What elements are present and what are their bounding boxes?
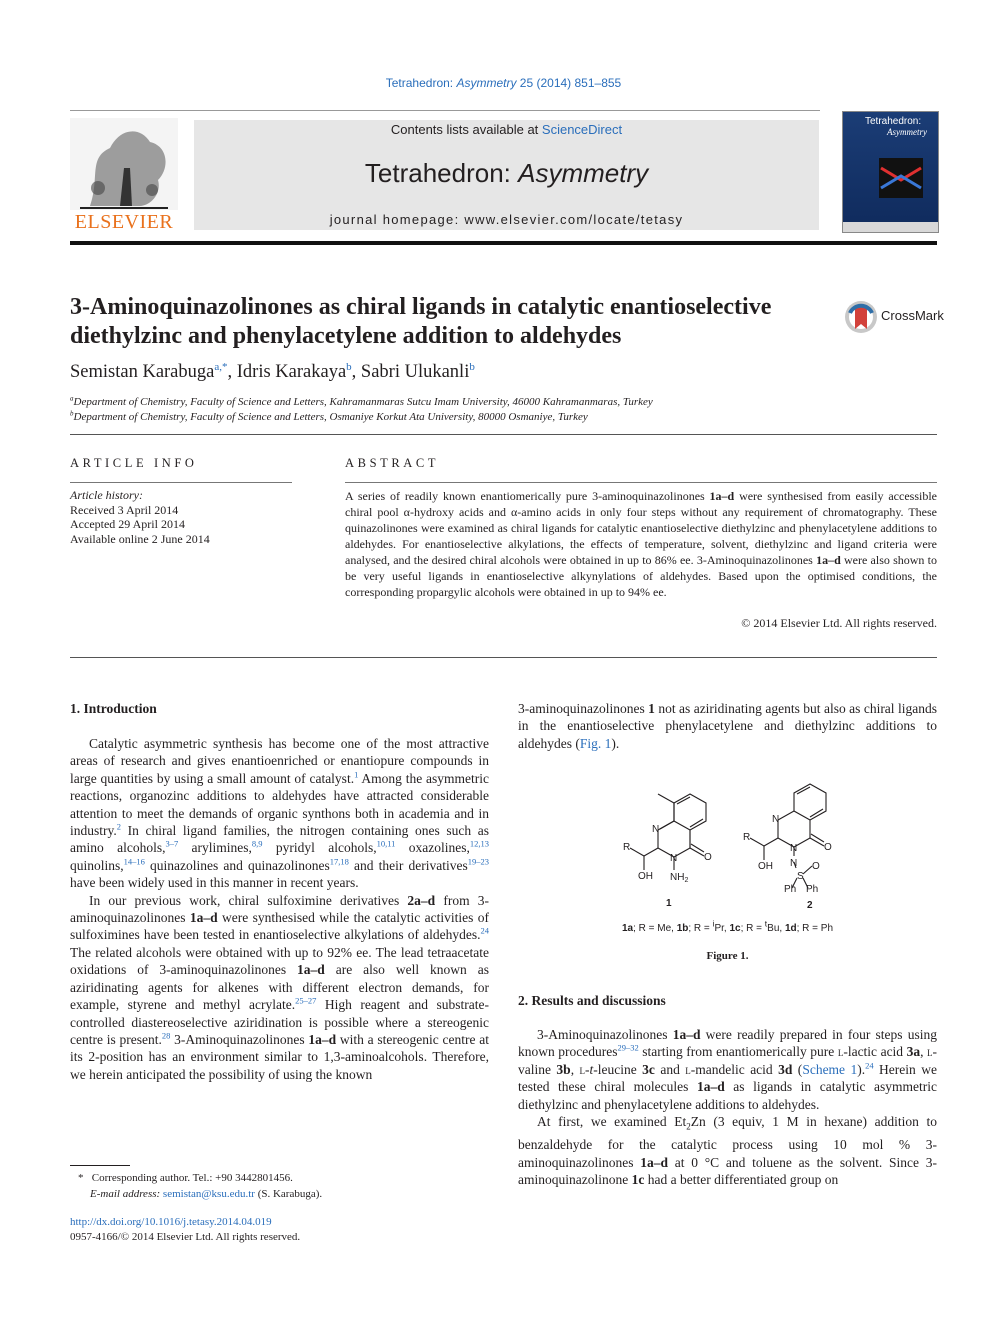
structure1-O-label: O [704,852,712,863]
abstract-copyright: © 2014 Elsevier Ltd. All rights reserved. [741,616,937,630]
section-heading-introduction: 1. Introduction [70,701,157,716]
online-date: Available online 2 June 2014 [70,531,210,546]
intro-paragraph-1: Catalytic asymmetric synthesis has become one of the most attractive areas of research and gives enantioenriched or enantiopure compounds in large quantities by using a small amount of catalyst.$^1$ Among the asymmetric reactions, organozinc additions to aldehydes have attracted considerable attention to meet the demands of organic synthons both in academia and in industry.$^2$ In chiral ligand families, the nitrogen containing ones such as amino alcohols,$^{3-7}$ arylimines,$^{8,9}$ pyridyl alcohols,$^{10,11}$ oxazolines,$^{12,13}$ quinolins,$^{14-16}$ quinazolines and quinazolinones$^{17,18}$ and their derivatives$^{19-23}$ have been widely used in this manner in recent years. [70,736,489,891]
author-list: Semistan Karabuga$^{a,*}$, Idris Karakaya$^b$, Sabri Ulukanli$^b$ [70,360,475,382]
results-text [518,1026,937,1188]
contents-availability [194,122,819,137]
crossmark-icon [843,299,879,335]
abstract-bottom-rule [70,657,937,658]
affiliation-mark: b [70,409,74,418]
results-paragraph-1: 3-Aminoquinazolinones 1a–d were readily prepared in four steps using known procedures$^{29-32}$ starting from enantiomerically pure l-lactic acid 3a, l-valine 3b, l-t-leucine 3c and l-mandelic acid 3d (Scheme 1).$^{24}$ Herein we tested these chiral molecules 1a–d as ligands in catalytic asymmetric diethylzinc and phenylacetylene additions to aldehydes. [518,1027,937,1112]
sciencedirect-link[interactable]: ScienceDirect [541,122,623,137]
structure2-R-label: R [743,832,751,843]
citation-volume-pages: 25 (2014) 851–855 [516,76,622,90]
abstract-rule [345,482,937,483]
crossmark-label: CrossMark [881,308,944,323]
article-info-rule [70,482,292,483]
figure-caption-title: Figure 1. [706,950,749,962]
doi-block [70,1215,300,1245]
author-email-link[interactable]: semistan@ksu.edu.tr [162,1188,255,1200]
issn-copyright: 0957-4166/© 2014 Elsevier Ltd. All rights reserved. [70,1231,301,1243]
elsevier-logo [70,118,178,232]
contents-prefix: Contents lists available at [390,122,542,137]
structure1-N-label: N [652,824,660,835]
journal-homepage[interactable]: journal homepage: www.elsevier.com/locate/tetasy [329,212,684,227]
crossmark-badge[interactable] [843,299,943,335]
header-divider [70,110,820,111]
cover-subtitle: Asymmetry [887,127,927,137]
intro-paragraph-2: In our previous work, chiral sulfoximine derivatives 2a–d from 3-aminoquinazolinones 1a–d were synthesised while the catalytic activities of sulfoximines have been tested in enantioselective alkylations of aldehydes.$^{24}$ The related alcohols were obtained with up to 92% ee. The lead tetraacetate oxidations of 3-aminoquinazolinones 1a–d are also well known as aziridinating agents for alkenes with different electron demands, for example, styrene and methyl acrylate.$^{25-27}$ High reagent and substrate-controlled diastereoselective aziridination is possible where a stereogenic centre is present.$^{28}$ 3-Aminoquinazolinones 1a–d with a stereogenic centre at its 2-position has an environment similar to 1,3-aminoalcohols. Therefore, we herein anticipated the possibility of using the known [70,892,490,1082]
title-line-2: diethylzinc and phenylacetylene addition to aldehydes [70,323,622,349]
journal-citation[interactable] [0,76,992,90]
footnote-star: * [78,1172,84,1184]
journal-name-main: Tetrahedron: [364,158,519,188]
publisher-name: ELSEVIER [74,211,174,233]
affiliation-text: Department of Chemistry, Faculty of Science and Letters, Kahramanmaras Sutcu Imam University, 46000 Kahramanmaras, Turkey [73,396,653,408]
article-history [70,488,210,546]
journal-cover-image [842,111,939,233]
figure-1-structures [580,782,880,922]
footnote-rule [70,1165,130,1166]
results-paragraph-2: At first, we examined $Et_2Zn$ (3 equiv, 1 M in hexane) addition to benzaldehyde for the catalytic process using 10 mol % 3-aminoquinazolinones 1a–d at 0 °C and toluene as the solvent. Since 3-aminoquinazolinone 1c had a better differentiated group on [518,1114,937,1187]
author-affiliation-mark[interactable]: b [469,360,475,373]
section-heading-results: 2. Results and discussions [518,993,666,1008]
affiliation-a [70,396,653,408]
cover-graphic-icon [879,158,923,198]
figure-substituent-legend: 1a; R = Me, 1b; R = $^i$Pr, 1c; R = $^t$Bu, 1d; R = Ph [621,918,834,934]
affiliation-b [70,411,588,423]
received-date: Received 3 April 2014 [70,502,179,517]
corresponding-author-footnote [70,1170,322,1202]
journal-name-italic: Asymmetry [518,158,649,188]
email-owner: (S. Karabuga). [254,1188,323,1200]
structure1-N3-label: N [670,853,678,864]
doi-link[interactable]: http://dx.doi.org/10.1016/j.tetasy.2014.04.019 [70,1216,272,1228]
structure1-NH2-label: $NH_2$ [670,872,689,884]
chemical-structure-drawing [580,782,880,922]
header-thick-rule [70,241,937,245]
structure2-Ph2-label: Ph [806,884,819,895]
structure2-OH-label: OH [758,861,773,872]
history-label: Article history: [70,488,143,502]
journal-banner [194,120,819,230]
accepted-date: Accepted 29 April 2014 [70,517,185,531]
cover-title: Tetrahedron: [865,116,922,127]
structure2-Ph1-label: Ph [784,884,797,895]
structure2-O-label: O [824,842,832,853]
figure-1-link[interactable]: Fig. 1 [579,735,612,751]
article-title [70,293,840,351]
affiliation-divider [70,434,937,435]
intro-paragraph-3: 3-aminoquinazolinones 1 not as aziridinating agents but also as chiral ligands in the enantioselective phenylacetylene and diethylzinc additions to aldehydes (Fig. 1). [518,701,937,751]
author-affiliation-mark[interactable]: a,* [214,360,228,373]
affiliation-text: Department of Chemistry, Faculty of Science and Letters, Osmaniye Korkut Ata University, 80000 Osmaniye, Turkey [73,411,588,423]
abstract-text: A series of readily known enantiomerically pure 3-aminoquinazolinones 1a–d were synthesised from easily accessible chiral pool α-hydroxy acids and α-amino acids in only four steps without any requirement of chromatography. These quinazolinones were examined as chiral ligands for catalytic enantioselective diethylzinc and phenylacetylene additions to aldehydes. For enantioselective alkylations, the effects of temperature, solvent, diethylzinc and ligand criteria were analysed, and the desired chiral alcohols were obtained in up to 86% ee. 3-Aminoquinazolinones 1a–d were also shown to be very useful ligands in enantioselective alkynylations of aldehydes. Based upon the optimised conditions, the corresponding propargylic alcohols were obtained in up to 94% ee. [345,489,937,599]
affiliation-mark: a [70,394,74,403]
structure2-N-label: N [772,814,780,825]
citation-journal-italic: Asymmetry [456,76,517,90]
email-label: E-mail address: [90,1188,163,1200]
structure2-S-label: S [797,871,804,882]
introduction-text [70,735,489,1083]
structure2-number: 2 [807,900,813,911]
citation-journal: Tetrahedron: [385,76,457,90]
journal-name [194,158,819,189]
title-line-1: 3-Aminoquinazolinones as chiral ligands in catalytic enantioselective [70,294,772,320]
structure1-OH-label: OH [638,871,653,882]
introduction-continued [518,700,937,752]
corresponding-author-phone: Corresponding author. Tel.: +90 3442801456. [91,1172,293,1184]
author-name: Sabri Ulukanli [360,362,470,382]
article-info-heading: ARTICLE INFO [70,456,198,470]
author-name: Idris Karakaya [236,362,347,382]
author-affiliation-mark[interactable]: b [346,360,352,373]
author-name: Semistan Karabuga [70,362,215,382]
structure2-imine-N-label: N [790,858,798,869]
abstract-heading: ABSTRACT [345,456,440,470]
structure2-N3-label: N [790,843,798,854]
structure1-number: 1 [666,898,672,909]
structure1-R-label: R [623,842,631,853]
scheme-1-link[interactable]: Scheme 1 [802,1061,858,1077]
structure2-O2-label: O [812,861,820,872]
